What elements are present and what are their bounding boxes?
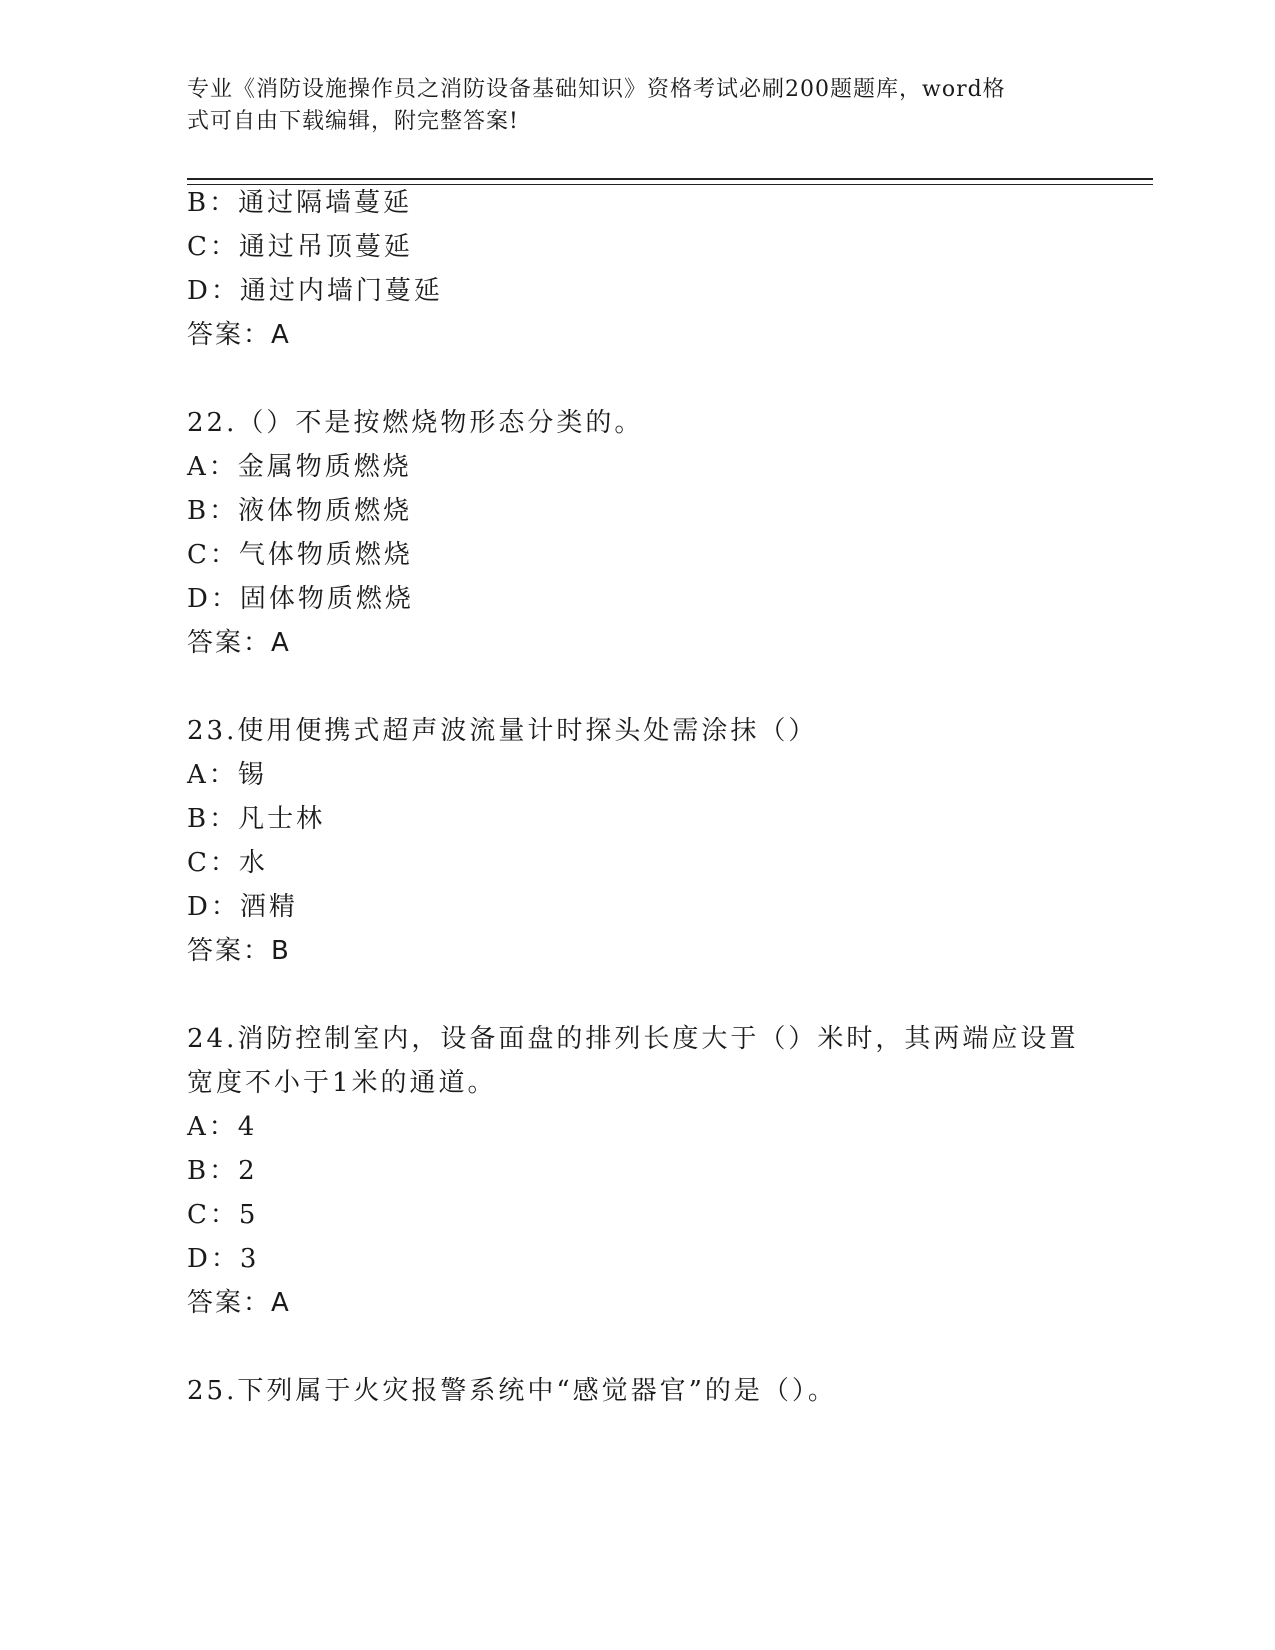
- q21-option-d: D：通过内墙门蔓延: [187, 276, 443, 306]
- q24-option-b: B：2: [187, 1156, 258, 1186]
- q24-option-a: A：4: [187, 1112, 258, 1142]
- header-rule-thick: [187, 178, 1153, 180]
- header-line-1: 专业《消防设施操作员之消防设备基础知识》资格考试必刷200题题库，word格: [187, 77, 1006, 102]
- q22-option-b: B：液体物质燃烧: [187, 496, 413, 526]
- q24-option-d: D：3: [187, 1244, 260, 1274]
- q22-option-c: C：气体物质燃烧: [187, 540, 413, 570]
- q24-answer: 答案：A: [187, 1288, 291, 1318]
- q23-answer: 答案：B: [187, 936, 291, 966]
- q23-stem: 23.使用便携式超声波流量计时探头处需涂抹（）: [187, 716, 818, 746]
- q24-stem-line-2: 宽度不小于1米的通道。: [187, 1068, 497, 1098]
- q22-option-a: A：金属物质燃烧: [187, 452, 412, 482]
- document-header: [187, 74, 1067, 138]
- q22-stem: 22.（）不是按燃烧物形态分类的。: [187, 408, 644, 438]
- q22-answer: 答案：A: [187, 628, 291, 658]
- q25-stem: 25.下列属于火灾报警系统中“感觉器官”的是（）。: [187, 1376, 837, 1406]
- q21-option-b: B：通过隔墙蔓延: [187, 188, 413, 218]
- q24-option-c: C：5: [187, 1200, 259, 1230]
- q23-option-b: B：凡士林: [187, 804, 326, 834]
- header-rule-thin: [187, 184, 1153, 185]
- header-line-2: 式可自由下载编辑，附完整答案!: [187, 109, 519, 134]
- q21-option-c: C：通过吊顶蔓延: [187, 232, 413, 262]
- q23-option-a: A：锡: [187, 760, 267, 790]
- q23-option-c: C：水: [187, 848, 268, 878]
- q21-answer: 答案：A: [187, 320, 291, 350]
- q22-option-d: D：固体物质燃烧: [187, 584, 414, 614]
- q23-option-d: D：酒精: [187, 892, 298, 922]
- q24-stem-line-1: 24.消防控制室内，设备面盘的排列长度大于（）米时，其两端应设置: [187, 1024, 1079, 1054]
